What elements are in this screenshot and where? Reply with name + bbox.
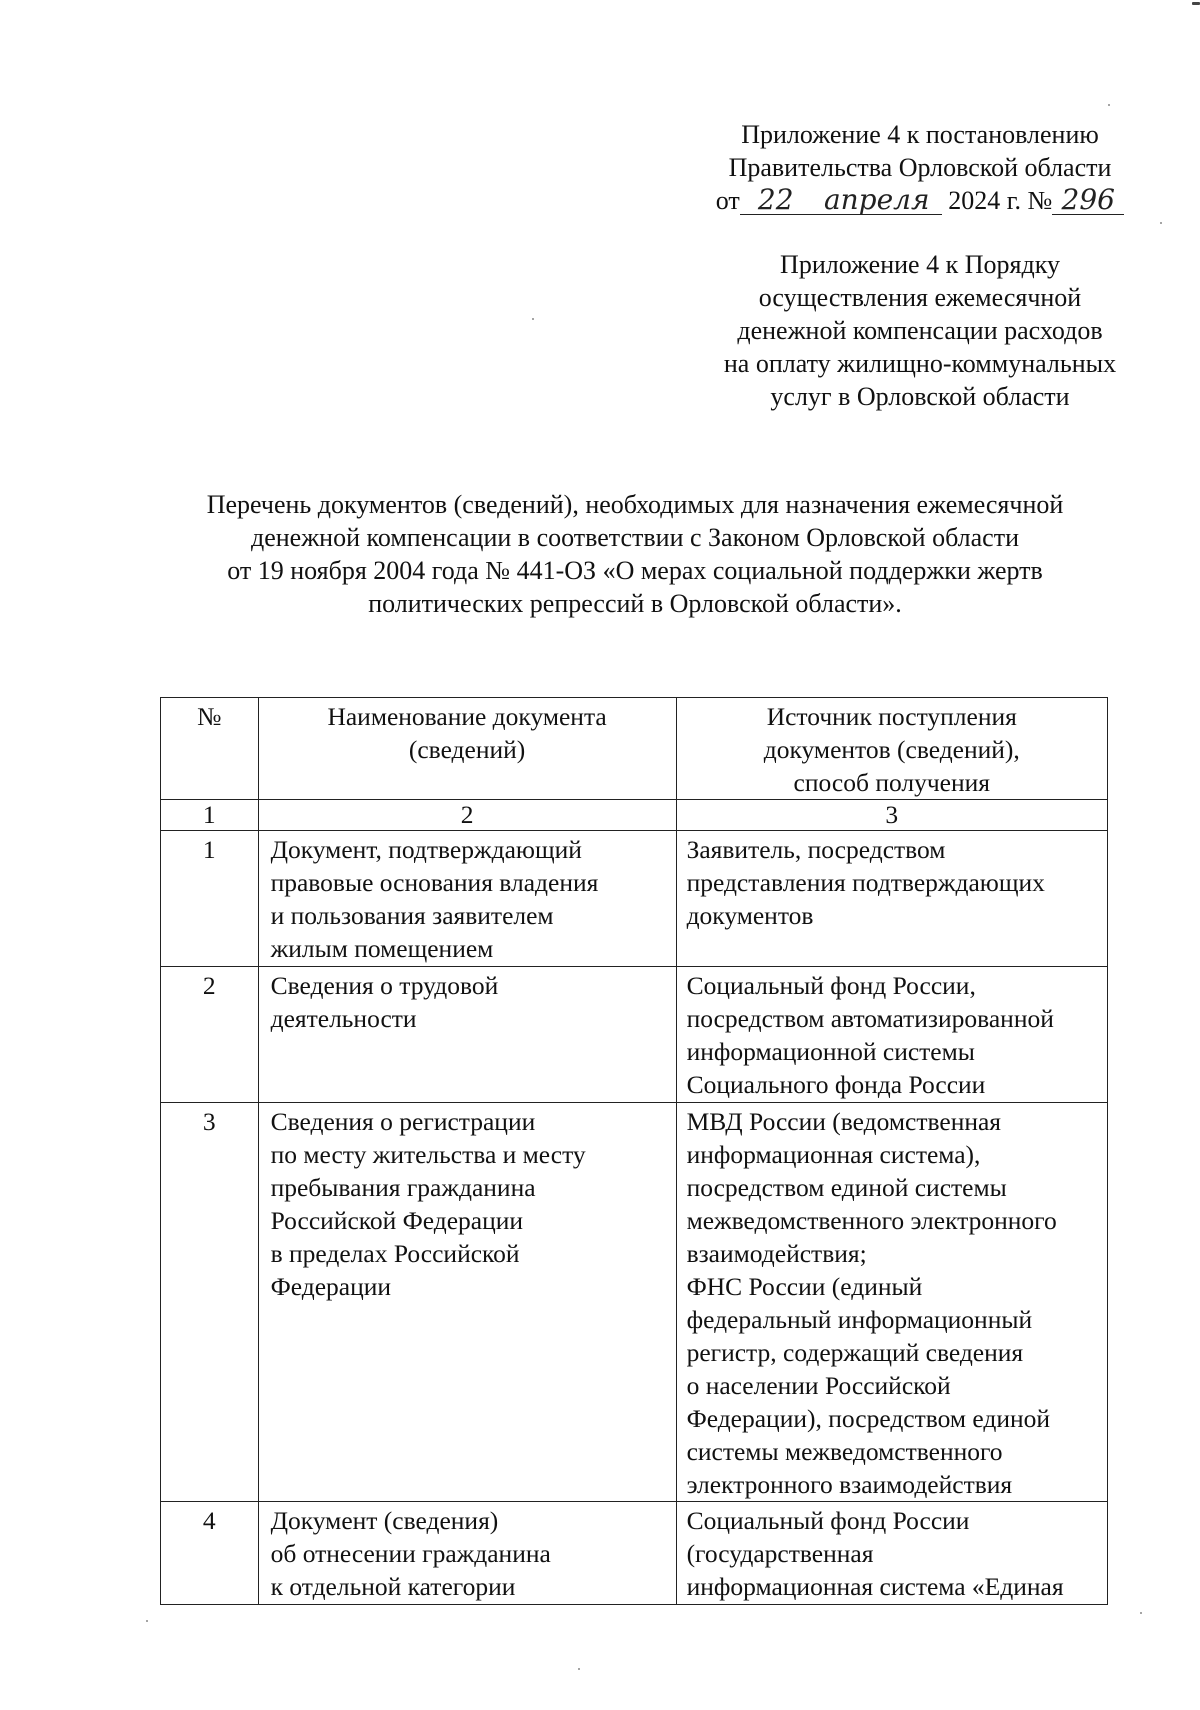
source-cell: Заявитель, посредством представления подтверждающих документов [676,831,1107,967]
column-number: 3 [676,800,1107,831]
row-number: 4 [161,1502,259,1605]
row-number: 1 [161,831,259,967]
title-line: Перечень документов (сведений), необходимых для назначения ежемесячной [206,490,1064,519]
table-row [161,1502,1108,1605]
resolution-reference [680,118,1160,217]
resolution-line-1: Приложение 4 к постановлению [741,120,1099,149]
table-row [161,831,1108,967]
handwritten-day: 22 [740,186,812,215]
column-number: 2 [258,800,676,831]
document-name-cell: Документ (сведения) об отнесении гражданина к отдельной категории [258,1502,676,1605]
resolution-line-2: Правительства Орловской области [728,153,1112,182]
source-cell: Социальный фонд России, посредством автоматизированной информационной системы Социального фонда России [676,967,1107,1103]
title-line: денежной компенсации в соответствии с Законом Орловской области [251,523,1019,552]
appendix-reference [680,248,1160,413]
table-row [161,967,1108,1103]
header-document-name: Наименование документа (сведений) [258,698,676,800]
handwritten-month: апреля [812,186,942,215]
scan-speck [532,318,534,320]
appendix-line: услуг в Орловской области [770,382,1070,411]
scan-speck [146,1620,148,1622]
document-title [150,488,1120,620]
documents-table [160,697,1108,1605]
header-source: Источник поступления документов (сведений), способ получения [676,698,1107,800]
appendix-line: денежной компенсации расходов [737,316,1103,345]
scan-mark [1192,2,1200,5]
scan-speck [1160,222,1162,224]
handwritten-number: 296 [1052,186,1124,215]
document-name-cell: Сведения о регистрации по месту жительства и месту пребывания гражданина Российской Федерации в пределах Российской Федерации [258,1103,676,1502]
appendix-line: осуществления ежемесячной [758,283,1082,312]
resolution-date-line [680,184,1160,217]
scan-speck [1140,1612,1142,1614]
scan-speck [1108,104,1110,106]
title-line: политических репрессий в Орловской области». [368,589,902,618]
appendix-line: Приложение 4 к Порядку [780,250,1060,279]
date-year: 2024 г. № [948,186,1053,215]
row-number: 2 [161,967,259,1103]
title-line: от 19 ноября 2004 года № 441-ОЗ «О мерах социальной поддержки жертв [227,556,1043,585]
column-number: 1 [161,800,259,831]
source-cell: Социальный фонд России (государственная информационная система «Единая [676,1502,1107,1605]
scan-speck [578,1668,580,1670]
header-number: № [161,698,259,800]
table-row [161,1103,1108,1502]
appendix-line: на оплату жилищно-коммунальных [723,349,1117,378]
column-number-row [161,800,1108,831]
document-name-cell: Сведения о трудовой деятельности [258,967,676,1103]
row-number: 3 [161,1103,259,1502]
table-header-row [161,698,1108,800]
document-name-cell: Документ, подтверждающий правовые основания владения и пользования заявителем жилым помещением [258,831,676,967]
source-cell: МВД России (ведомственная информационная система), посредством единой системы межведомственного электронного взаимодействия; ФНС России (единый федеральный информационный регистр, содержащий сведения о населении Российской Федерации), посредством единой системы межведомственного электронного взаимодействия [676,1103,1107,1502]
date-prefix: от [715,186,740,215]
